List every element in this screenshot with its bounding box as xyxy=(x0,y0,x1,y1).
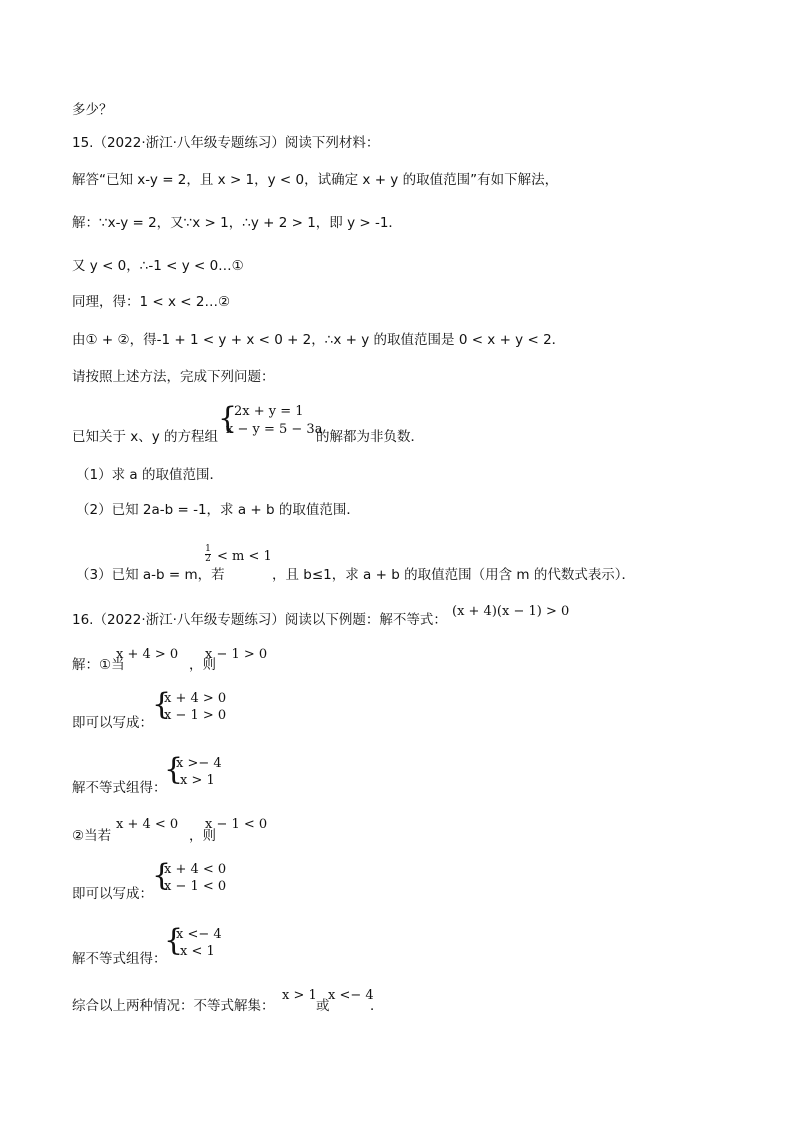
equation-row: x − y = 5 − 3a xyxy=(226,422,323,437)
text-line: 解不等式组得： xyxy=(72,780,167,796)
fraction-numerator: 1 xyxy=(205,544,211,554)
text-line: ，则 xyxy=(189,828,216,844)
inequality-row: x > 1 xyxy=(180,773,215,788)
inequality: x − 1 < 0 xyxy=(205,817,268,832)
brace: { xyxy=(152,687,172,722)
inequality-row: x − 1 > 0 xyxy=(164,708,227,723)
text-line: ，且 b≤1，求 a + b 的取值范围（用含 m 的代数式表示）． xyxy=(272,567,636,583)
text-line: 由① + ②，得-1 + 1 < y + x < 0 + 2，∴x + y 的取值范围是 0 < x + y < 2． xyxy=(72,332,566,348)
text-line: ． xyxy=(370,998,384,1014)
inequality: x > 1 xyxy=(282,988,317,1003)
inequality: < m < 1 xyxy=(217,549,272,564)
inequality-row: x − 1 < 0 xyxy=(164,879,227,894)
text-line: 解：∵x-y = 2，又∵x > 1，∴y + 2 > 1，即 y > -1． xyxy=(72,215,402,231)
text-line: 解不等式组得： xyxy=(72,951,167,967)
part-3: （3）已知 a-b = m，若 xyxy=(76,567,225,583)
inequality-row: x < 1 xyxy=(180,944,215,959)
question-15-heading: 15.（2022·浙江·八年级专题练习）阅读下列材料： xyxy=(72,135,380,151)
text-line: 的解都为非负数． xyxy=(316,429,424,445)
brace: { xyxy=(164,752,184,787)
inequality: x + 4 < 0 xyxy=(116,817,179,832)
inequality: x + 4 > 0 xyxy=(116,647,179,662)
text-line: 即可以写成： xyxy=(72,715,153,731)
text-line: 解答“已知 x-y = 2，且 x > 1，y < 0，试确定 x + y 的取值范围”有如下解法， xyxy=(72,172,559,188)
inequality-row: x + 4 > 0 xyxy=(164,691,227,706)
inequality: x <− 4 xyxy=(328,988,374,1003)
part-1: （1）求 a 的取值范围． xyxy=(76,467,223,483)
brace: { xyxy=(218,401,238,436)
brace: { xyxy=(164,923,184,958)
inequality: (x + 4)(x − 1) > 0 xyxy=(452,604,570,619)
text-line: 请按照上述方法，完成下列问题： xyxy=(72,369,275,385)
text-line: 或 xyxy=(316,998,330,1014)
text-line: 解：①当 xyxy=(72,657,125,673)
text-line: 同理，得：1 < x < 2…② xyxy=(72,294,231,310)
fraction-denominator: 2 xyxy=(205,554,211,564)
question-16-heading: 16.（2022·浙江·八年级专题练习）阅读以下例题：解不等式： xyxy=(72,612,447,628)
equation-row: 2x + y = 1 xyxy=(234,404,304,419)
brace: { xyxy=(152,858,172,893)
text-line: 又 y < 0，∴-1 < y < 0…① xyxy=(72,258,244,274)
text-line: 即可以写成： xyxy=(72,886,153,902)
inequality-row: x <− 4 xyxy=(176,927,222,942)
text-line: ②当若 xyxy=(72,828,112,844)
part-2: （2）已知 2a-b = -1，求 a + b 的取值范围． xyxy=(76,502,360,518)
text-line: 综合以上两种情况：不等式解集： xyxy=(72,998,275,1014)
text-line: ，则 xyxy=(189,657,216,673)
inequality-row: x >− 4 xyxy=(176,756,222,771)
fraction xyxy=(205,545,211,564)
inequality-row: x + 4 < 0 xyxy=(164,862,227,877)
text-line: 已知关于 x、y 的方程组 xyxy=(72,429,219,445)
inequality: x − 1 > 0 xyxy=(205,647,268,662)
text-line: 多少？ xyxy=(72,102,113,118)
